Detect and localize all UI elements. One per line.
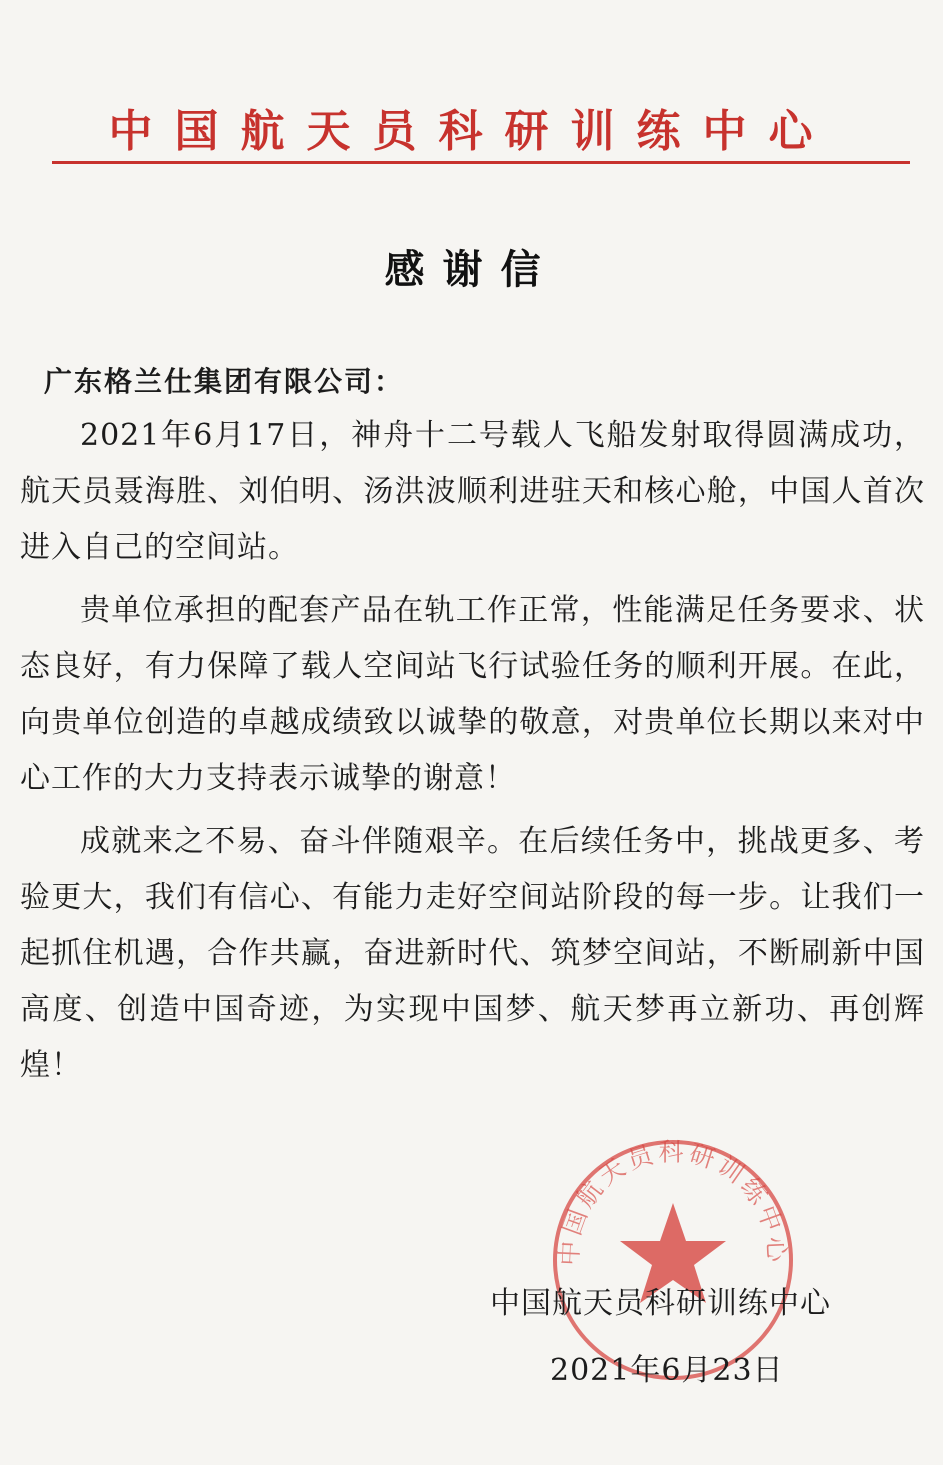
paragraph-2: 贵单位承担的配套产品在轨工作正常，性能满足任务要求、状态良好，有力保障了载人空间站飞行试验任务的顺利开展。在此，向贵单位创造的卓越成绩致以诚挚的敬意，对贵单位长期以来对中心工作的大力支持表示诚挚的谢意！ (20, 593, 925, 796)
svg-text:中国航天员科研训练中心: 中国航天员科研训练中心 (554, 1137, 792, 1267)
paragraph-1: 2021年6月17日，神舟十二号载人飞船发射取得圆满成功，航天员聂海胜、刘伯明、汤洪波顺利进驻天和核心舱，中国人首次进入自己的空间站。 (20, 418, 925, 565)
letter-title: 感谢信 (384, 247, 559, 293)
letterhead-title: 中国航天员科研训练中心 (108, 106, 835, 157)
letter-body (20, 408, 925, 1101)
signature-org: 中国航天员科研训练中心 (490, 1286, 831, 1321)
letterhead-rule (52, 161, 910, 164)
salutation: 广东格兰仕集团有限公司： (44, 365, 405, 398)
paragraph-3: 成就来之不易、奋斗伴随艰辛。在后续任务中，挑战更多、考验更大，我们有信心、有能力走好空间站阶段的每一步。让我们一起抓住机遇，合作共赢，奋进新时代、筑梦空间站，不断刷新中国高度、创造中国奇迹，为实现中国梦、航天梦再立新功、再创辉煌！ (20, 824, 925, 1083)
signature-date: 2021年6月23日 (550, 1353, 784, 1388)
